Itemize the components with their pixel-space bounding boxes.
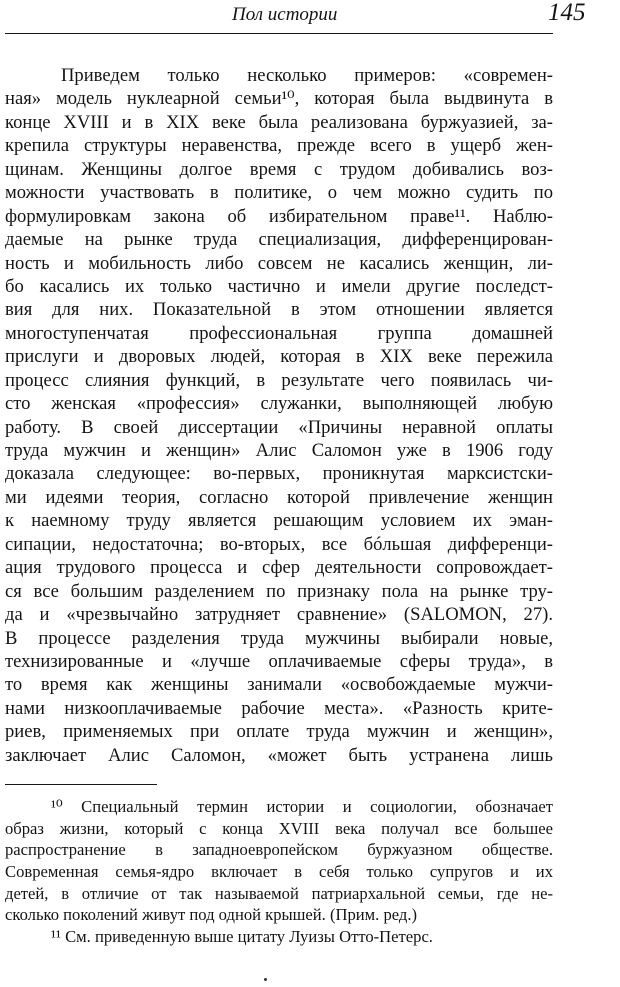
body-line: технизированные и «лучше оплачиваемые сферы труда», в — [5, 650, 553, 672]
body-line: крепила структуры неравенства, прежде всего в ущерб жен- — [5, 135, 553, 157]
body-line: ся все большим разделением по признаку пола на рынке тру- — [5, 580, 553, 602]
body-line: нами низкооплачиваемые рабочие места». «Разность крите- — [5, 697, 553, 719]
body-line: можности участвовать в политике, о чем можно судить по — [5, 182, 553, 204]
body-line: труда мужчин и женщин» Алис Саломон уже в 1906 году — [5, 440, 553, 461]
body-line: заключает Алис Саломон, «может быть устранена лишь — [5, 744, 553, 766]
body-line: многоступенчатая профессиональная группа домашней — [5, 322, 553, 344]
body-line: щинам. Женщины долгое время с трудом добивались воз- — [5, 158, 553, 180]
body-line: бо касались их только частично и имели другие последст- — [5, 275, 553, 297]
footnote-line: образ жизни, который с конца XVIII века получал все большее — [5, 818, 553, 838]
body-line: сипации, недостаточна; во-вторых, все бóльшая дифференци- — [5, 533, 553, 555]
body-line: ность и мобильность либо совсем не касались женщин, ли- — [5, 252, 553, 274]
body-line: работу. В своей диссертации «Причины неравной оплаты — [5, 416, 553, 438]
footnote-line: детей, в отличие от так называемой патриархальной семьи, где не- — [5, 883, 553, 903]
body-line: конце XVIII и в XIX веке была реализована буржуазией, за- — [5, 111, 553, 133]
body-line: к наемному труду является решающим условием их эман- — [5, 510, 553, 532]
body-line: ация трудового процесса и сфер деятельности сопровождает- — [5, 557, 553, 579]
body-line: даемые на рынке труда специализация, дифференцирован- — [5, 229, 553, 251]
body-line: прислуги и дворовых людей, которая в XIX веке пережила — [5, 346, 553, 368]
body-line: В процессе разделения труда мужчины выбирали новые, — [5, 627, 553, 649]
body-line: риев, применяемых при оплате труда мужчин и женщин», — [5, 721, 553, 743]
scan-speck — [264, 978, 267, 981]
footnote-line: распространение в западноевропейском буржуазном обществе. — [5, 840, 553, 860]
body-line: доказала следующее: во-первых, проникнутая марксистски- — [5, 463, 553, 485]
footnote-line: сколько поколений живут под одной крышей. (Прим. ред.) — [5, 905, 418, 925]
body-line: то время как женщины занимали «освобождаемые мужчи- — [5, 674, 553, 696]
body-line: сто женская «профессия» служанки, выполняющей любую — [5, 393, 553, 415]
page-number: 145 — [548, 0, 586, 26]
body-text — [5, 64, 553, 767]
footnote-rule — [5, 784, 157, 785]
footnotes — [5, 796, 553, 948]
body-line: формулировкам закона об избирательном праве¹¹. Наблю- — [5, 205, 553, 227]
footnote-line: ¹⁰ Специальный термин истории и социологии, обозначает — [51, 797, 553, 816]
footnote-line: Современная семья-ядро включает в себя только супругов и их — [5, 862, 553, 882]
body-line: вия для них. Показательной в этом отношении является — [5, 299, 553, 321]
footnote-line: ¹¹ См. приведенную выше цитату Луизы Отто-Петерс. — [51, 927, 433, 947]
header-rule — [5, 33, 553, 34]
running-header — [0, 0, 620, 40]
body-line: да и «чрезвычайно затрудняет сравнение» (SALOMON, 27). — [5, 604, 553, 626]
body-line: Приведем только несколько примеров: «современ- — [61, 65, 553, 86]
body-line: ная» модель нуклеарной семьи¹⁰, которая была выдвинута в — [5, 88, 553, 110]
body-line: процесс слияния функций, в результате чего появилась чи- — [5, 369, 553, 391]
body-line: ми идеями теория, согласно которой привлечение женщин — [5, 486, 553, 508]
running-title: Пол истории — [232, 4, 338, 25]
